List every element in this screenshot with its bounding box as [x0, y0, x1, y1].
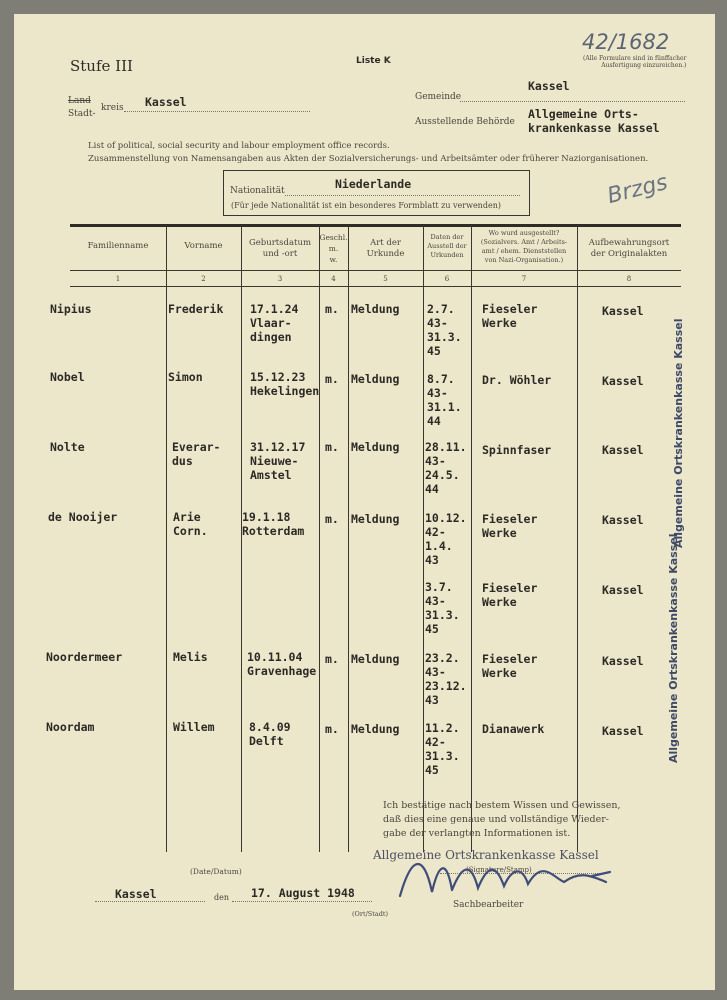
- behoerde-value-line1: Allgemeine Orts-: [528, 107, 639, 121]
- cell-geburt: 10.11.04 Gravenhage: [247, 650, 317, 678]
- column-divider: [348, 226, 349, 852]
- sachbearbeiter-label: Sachbearbeiter: [453, 900, 524, 910]
- description-german: Zusammenstellung von Namensangaben aus Akten der Sozialversicherungs- und Arbeitsämter oder früherer Naziorganisationen.: [88, 154, 649, 164]
- description-english: List of political, social security and labour employment office records.: [88, 141, 390, 151]
- cell-ausstellungsort: Spinnfaser: [482, 443, 552, 457]
- stufe-label: Stufe III: [70, 57, 133, 75]
- cell-ausstellungsort: Fieseler Werke: [482, 581, 538, 609]
- header-line: Daten der: [430, 233, 464, 241]
- cell-geburt: 15.12.23 Hekelingen: [250, 370, 320, 398]
- header-line: Geschl.: [319, 233, 348, 242]
- kreis-underline: [124, 111, 310, 112]
- column-header-vorname: [166, 241, 241, 252]
- column-header-daten: [423, 233, 471, 260]
- stadt-label: Stadt-: [68, 109, 96, 119]
- cell-geschlecht: m.: [325, 372, 339, 386]
- cell-daten: 10.12. 42- 1.4. 43: [425, 511, 467, 567]
- kreis-label: kreis: [101, 103, 124, 113]
- behoerde-label: Ausstellende Behörde: [415, 117, 515, 127]
- column-divider: [241, 226, 242, 852]
- header-line: der Originalakten: [590, 249, 668, 259]
- ort-label: (Ort/Stadt): [352, 910, 389, 918]
- column-number: 1: [115, 275, 121, 283]
- date-value: 17. August 1948: [251, 886, 355, 900]
- cell-aufbewahrungsort: Kassel: [602, 583, 644, 597]
- cell-ausstellungsort: Dr. Wöhler: [482, 373, 552, 387]
- cell-aufbewahrungsort: Kassel: [602, 374, 644, 388]
- cell-geschlecht: m.: [325, 722, 339, 736]
- side-stamp: Allgemeine Ortskrankenkasse Kassel: [672, 318, 685, 548]
- nationality-value: Niederlande: [335, 177, 412, 191]
- cell-aufbewahrungsort: Kassel: [602, 443, 644, 457]
- header-line: amt / ehem. Dienststellen: [481, 247, 567, 255]
- cell-nachname: Noordermeer: [46, 650, 123, 664]
- column-number: 5: [383, 275, 388, 283]
- column-number: 8: [626, 275, 632, 283]
- cell-art: Meldung: [351, 372, 400, 386]
- cell-daten: 28.11. 43- 24.5. 44: [425, 440, 467, 496]
- copies-note: [583, 55, 686, 69]
- column-header-geburtsdatum: [241, 238, 319, 260]
- confirmation-line: gabe der verlangten Informationen ist.: [383, 828, 571, 839]
- column-header-art: [348, 238, 423, 260]
- cell-geschlecht: m.: [325, 512, 339, 526]
- cell-art: Meldung: [351, 440, 400, 454]
- cell-nachname: de Nooijer: [48, 510, 118, 524]
- table-number-rule: [70, 286, 681, 287]
- cell-geschlecht: m.: [325, 440, 339, 454]
- table-top-rule: [70, 224, 681, 227]
- cell-vorname: Simon: [168, 370, 203, 384]
- cell-daten: 23.2. 43- 23.12. 43: [425, 651, 467, 707]
- column-number: 2: [201, 275, 206, 283]
- side-stamp: Allgemeine Ortskrankenkasse Kassel: [667, 533, 680, 763]
- confirmation-line: Ich bestätige nach bestem Wissen und Gewissen,: [383, 800, 621, 811]
- cell-geburt: 17.1.24 Vlaar- dingen: [250, 302, 299, 344]
- header-line: m.: [328, 244, 339, 253]
- cell-daten: 11.2. 42- 31.3. 45: [425, 721, 460, 777]
- cell-geburt: 19.1.18 Rotterdam: [242, 510, 305, 538]
- header-line: von Nazi-Organisation.): [484, 256, 564, 264]
- kreis-value: Kassel: [145, 95, 187, 109]
- column-header-ausstellungsort: [471, 229, 577, 265]
- land-label: Land: [68, 96, 91, 106]
- gemeinde-underline: [460, 101, 685, 102]
- nationality-note: (Für jede Nationalität ist ein besonderes Formblatt zu verwenden): [231, 201, 501, 210]
- gemeinde-value: Kassel: [528, 79, 570, 93]
- cell-vorname: Willem: [173, 720, 215, 734]
- gemeinde-label: Gemeinde: [415, 92, 462, 102]
- institution-stamp: Allgemeine Ortskrankenkasse Kassel: [373, 848, 599, 862]
- cell-ausstellungsort: Fieseler Werke: [482, 652, 538, 680]
- cell-geschlecht: m.: [325, 652, 339, 666]
- cell-daten: 8.7. 43- 31.1. 44: [427, 372, 462, 428]
- cell-ausstellungsort: Fieseler Werke: [482, 302, 538, 330]
- column-number: 3: [277, 275, 283, 283]
- liste-label: Liste K: [356, 56, 391, 66]
- cell-nachname: Noordam: [46, 720, 95, 734]
- nationality-underline: [285, 195, 520, 196]
- cell-nachname: Nobel: [50, 370, 85, 384]
- cell-aufbewahrungsort: Kassel: [602, 654, 644, 668]
- cell-geschlecht: m.: [325, 302, 339, 316]
- cell-daten: 2.7. 43- 31.3. 45: [427, 302, 462, 358]
- column-divider: [577, 226, 578, 852]
- handwritten-mark: Brzgs: [604, 169, 671, 210]
- header-line: Geburtsdatum: [248, 238, 312, 248]
- header-line: Familienname: [87, 241, 149, 251]
- cell-ausstellungsort: Dianawerk: [482, 722, 545, 736]
- header-line: Urkunden: [430, 251, 464, 259]
- cell-nachname: Nipius: [50, 302, 92, 316]
- header-line: Aufbewahrungsort: [588, 238, 670, 248]
- cell-aufbewahrungsort: Kassel: [602, 304, 644, 318]
- cell-geburt: 8.4.09 Delft: [249, 720, 291, 748]
- copies-note-line: Ausfertigung einzureichen.): [601, 62, 687, 69]
- cell-aufbewahrungsort: Kassel: [602, 724, 644, 738]
- nationality-label: Nationalität: [230, 186, 285, 196]
- column-number: 4: [331, 275, 336, 283]
- archive-reference: 42/1682: [582, 30, 670, 54]
- cell-art: Meldung: [351, 302, 400, 316]
- column-header-familienname: [70, 241, 166, 252]
- column-number: 7: [521, 275, 527, 283]
- column-divider: [166, 226, 167, 852]
- header-line: Art der: [370, 238, 401, 248]
- cell-art: Meldung: [351, 652, 400, 666]
- column-divider: [471, 226, 472, 852]
- header-line: und -ort: [262, 249, 298, 259]
- column-number: 6: [444, 275, 450, 283]
- header-line: w.: [329, 255, 338, 264]
- cell-aufbewahrungsort: Kassel: [602, 513, 644, 527]
- place-underline: [95, 901, 205, 902]
- header-line: (Sozialvers. Amt / Arbeits-: [480, 238, 568, 246]
- column-divider: [319, 226, 320, 852]
- cell-vorname: Frederik: [168, 302, 224, 316]
- cell-geburt: 31.12.17 Nieuwe- Amstel: [250, 440, 306, 482]
- date-label: (Date/Datum): [190, 867, 242, 876]
- cell-daten: 3.7. 43- 31.3. 45: [425, 580, 460, 636]
- column-header-geschlecht: [319, 232, 348, 265]
- column-header-aufbewahrungsort: [577, 238, 681, 260]
- copies-note-line: (Alle Formulare sind in fünffacher: [583, 55, 687, 62]
- cell-nachname: Nolte: [50, 440, 85, 454]
- confirmation-line: daß dies eine genaue und vollständige Wieder-: [383, 814, 609, 825]
- cell-vorname: Melis: [173, 650, 208, 664]
- column-divider: [423, 226, 424, 852]
- behoerde-value-line2: krankenkasse Kassel: [528, 121, 660, 135]
- header-line: Urkunde: [366, 249, 405, 259]
- cell-art: Meldung: [351, 512, 400, 526]
- header-line: Ausstell der: [427, 242, 467, 250]
- cell-ausstellungsort: Fieseler Werke: [482, 512, 538, 540]
- date-underline: [232, 901, 372, 902]
- cell-art: Meldung: [351, 722, 400, 736]
- den-label: den: [214, 893, 230, 902]
- table-header-rule: [70, 270, 681, 271]
- place-value: Kassel: [115, 887, 157, 901]
- signature-label: (Signature/Stamp): [466, 866, 532, 874]
- header-line: Vorname: [184, 241, 223, 251]
- header-line: Wo wurd ausgestellt?: [488, 229, 560, 237]
- confirmation-text: [383, 799, 621, 841]
- cell-vorname: Arie Corn.: [173, 510, 208, 538]
- cell-vorname: Everar- dus: [172, 440, 221, 468]
